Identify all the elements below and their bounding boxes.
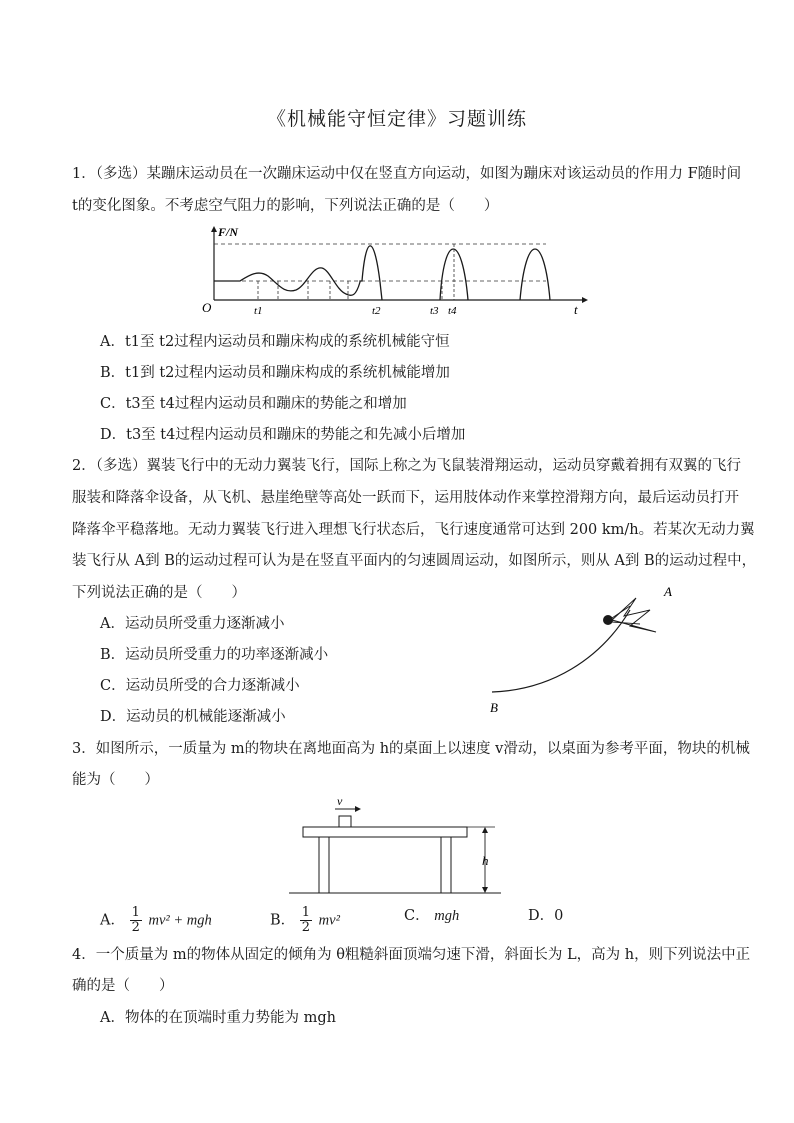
q2-stem-line5: 下列说法正确的是（ ）: [72, 585, 246, 601]
q1-graph-tick-t4: t4: [448, 305, 457, 317]
q2-stem-line2: 服装和降落伞设备，从飞机、悬崖绝壁等高处一跃而下，运用肢体动作来掌控滑翔方向，最后运动员打开: [72, 490, 739, 506]
q1-option-b[interactable]: B．t1到 t2过程内运动员和蹦床构成的系统机械能增加: [100, 365, 450, 381]
q1-graph-tick-t2: t2: [372, 305, 381, 317]
q1-stem-line1: 1．（多选）某蹦床运动员在一次蹦床运动中仅在竖直方向运动，如图为蹦床对该运动员的作用力 F随时间: [72, 166, 742, 182]
fraction-half: $\frac{1}{2}$: [301, 905, 311, 935]
q3-velocity-label: v: [337, 795, 343, 808]
q3-option-a-expr: mv² + mgh: [148, 912, 212, 929]
q1-graph-y-label: F/N: [218, 225, 239, 239]
q3-option-b[interactable]: [270, 906, 340, 935]
q1-graph-origin: O: [202, 300, 212, 315]
table-top: [303, 827, 467, 837]
q3-option-c-expr: mgh: [434, 908, 460, 924]
q3-stem-line1: 3．如图所示，一质量为 m的物块在离地面高为 h的桌面上以速度 v滑动，以桌面为参考平面，物块的机械: [72, 741, 750, 757]
q1-option-d[interactable]: D．t3至 t4过程内运动员和蹦床的势能之和先减小后增加: [100, 427, 466, 443]
q3-table-figure: [285, 795, 515, 899]
q3-option-a[interactable]: [100, 906, 212, 935]
q3-stem-line2: 能为（ ）: [72, 772, 159, 788]
q3-option-b-label: B．: [270, 912, 296, 929]
q1-graph-tick-t3: t3: [430, 305, 439, 317]
q4-stem-line2: 确的是（ ）: [72, 978, 174, 994]
q3-option-b-expr: mv²: [318, 912, 340, 929]
q1-stem-line2: t的变化图象。不考虑空气阻力的影响，下列说法正确的是（ ）: [72, 198, 499, 214]
q2-option-b[interactable]: B．运动员所受重力的功率逐渐减小: [100, 647, 329, 663]
q1-graph-x-label: t: [574, 302, 578, 317]
q2-stem-line3: 降落伞平稳落地。无动力翼装飞行进入理想飞行状态后，飞行速度通常可达到 200 km/h。若某次无动力翼: [72, 522, 755, 538]
q2-option-c[interactable]: C．运动员所受的合力逐渐减小: [100, 678, 300, 694]
q2-point-b-label: B: [490, 700, 498, 715]
q3-option-a-label: A．: [100, 912, 125, 929]
q1-graph-tick-t1: t1: [254, 305, 263, 317]
q2-option-d[interactable]: D．运动员的机械能逐渐减小: [100, 709, 286, 725]
q3-option-c[interactable]: [404, 906, 459, 926]
fraction-half: $\frac{1}{2}$: [131, 905, 140, 935]
page-title: 《机械能守恒定律》习题训练: [266, 108, 527, 130]
q4-option-a[interactable]: A．物体的在顶端时重力势能为 mgh: [100, 1010, 336, 1026]
q3-option-c-label: C．: [404, 908, 430, 924]
q1-option-c[interactable]: C．t3至 t4过程内运动员和蹦床的势能之和增加: [100, 396, 407, 412]
q1-force-time-graph: [196, 224, 596, 320]
q2-stem-line4: 装飞行从 A到 B的运动过程可认为是在竖直平面内的匀速圆周运动，如图所示，则从 A到 B的运动过程中，: [72, 553, 757, 569]
q3-height-label: h: [482, 853, 489, 868]
q1-option-a[interactable]: A．t1至 t2过程内运动员和蹦床构成的系统机械能守恒: [100, 334, 450, 350]
q2-option-a[interactable]: A．运动员所受重力逐渐减小: [100, 616, 285, 632]
q2-stem-line1: 2．（多选）翼装飞行中的无动力翼装飞行，国际上称之为飞鼠装滑翔运动，运动员穿戴着拥有双翼的飞行: [72, 458, 741, 474]
block: [339, 816, 351, 827]
q4-stem-line1: 4．一个质量为 m的物体从固定的倾角为 θ粗糙斜面顶端匀速下滑，斜面长为 L，高为 h，则下列说法中正: [72, 947, 751, 963]
q3-option-d[interactable]: D．0: [528, 908, 564, 924]
q2-flight-path-figure: [480, 580, 690, 720]
q2-point-a-label: A: [664, 584, 672, 599]
